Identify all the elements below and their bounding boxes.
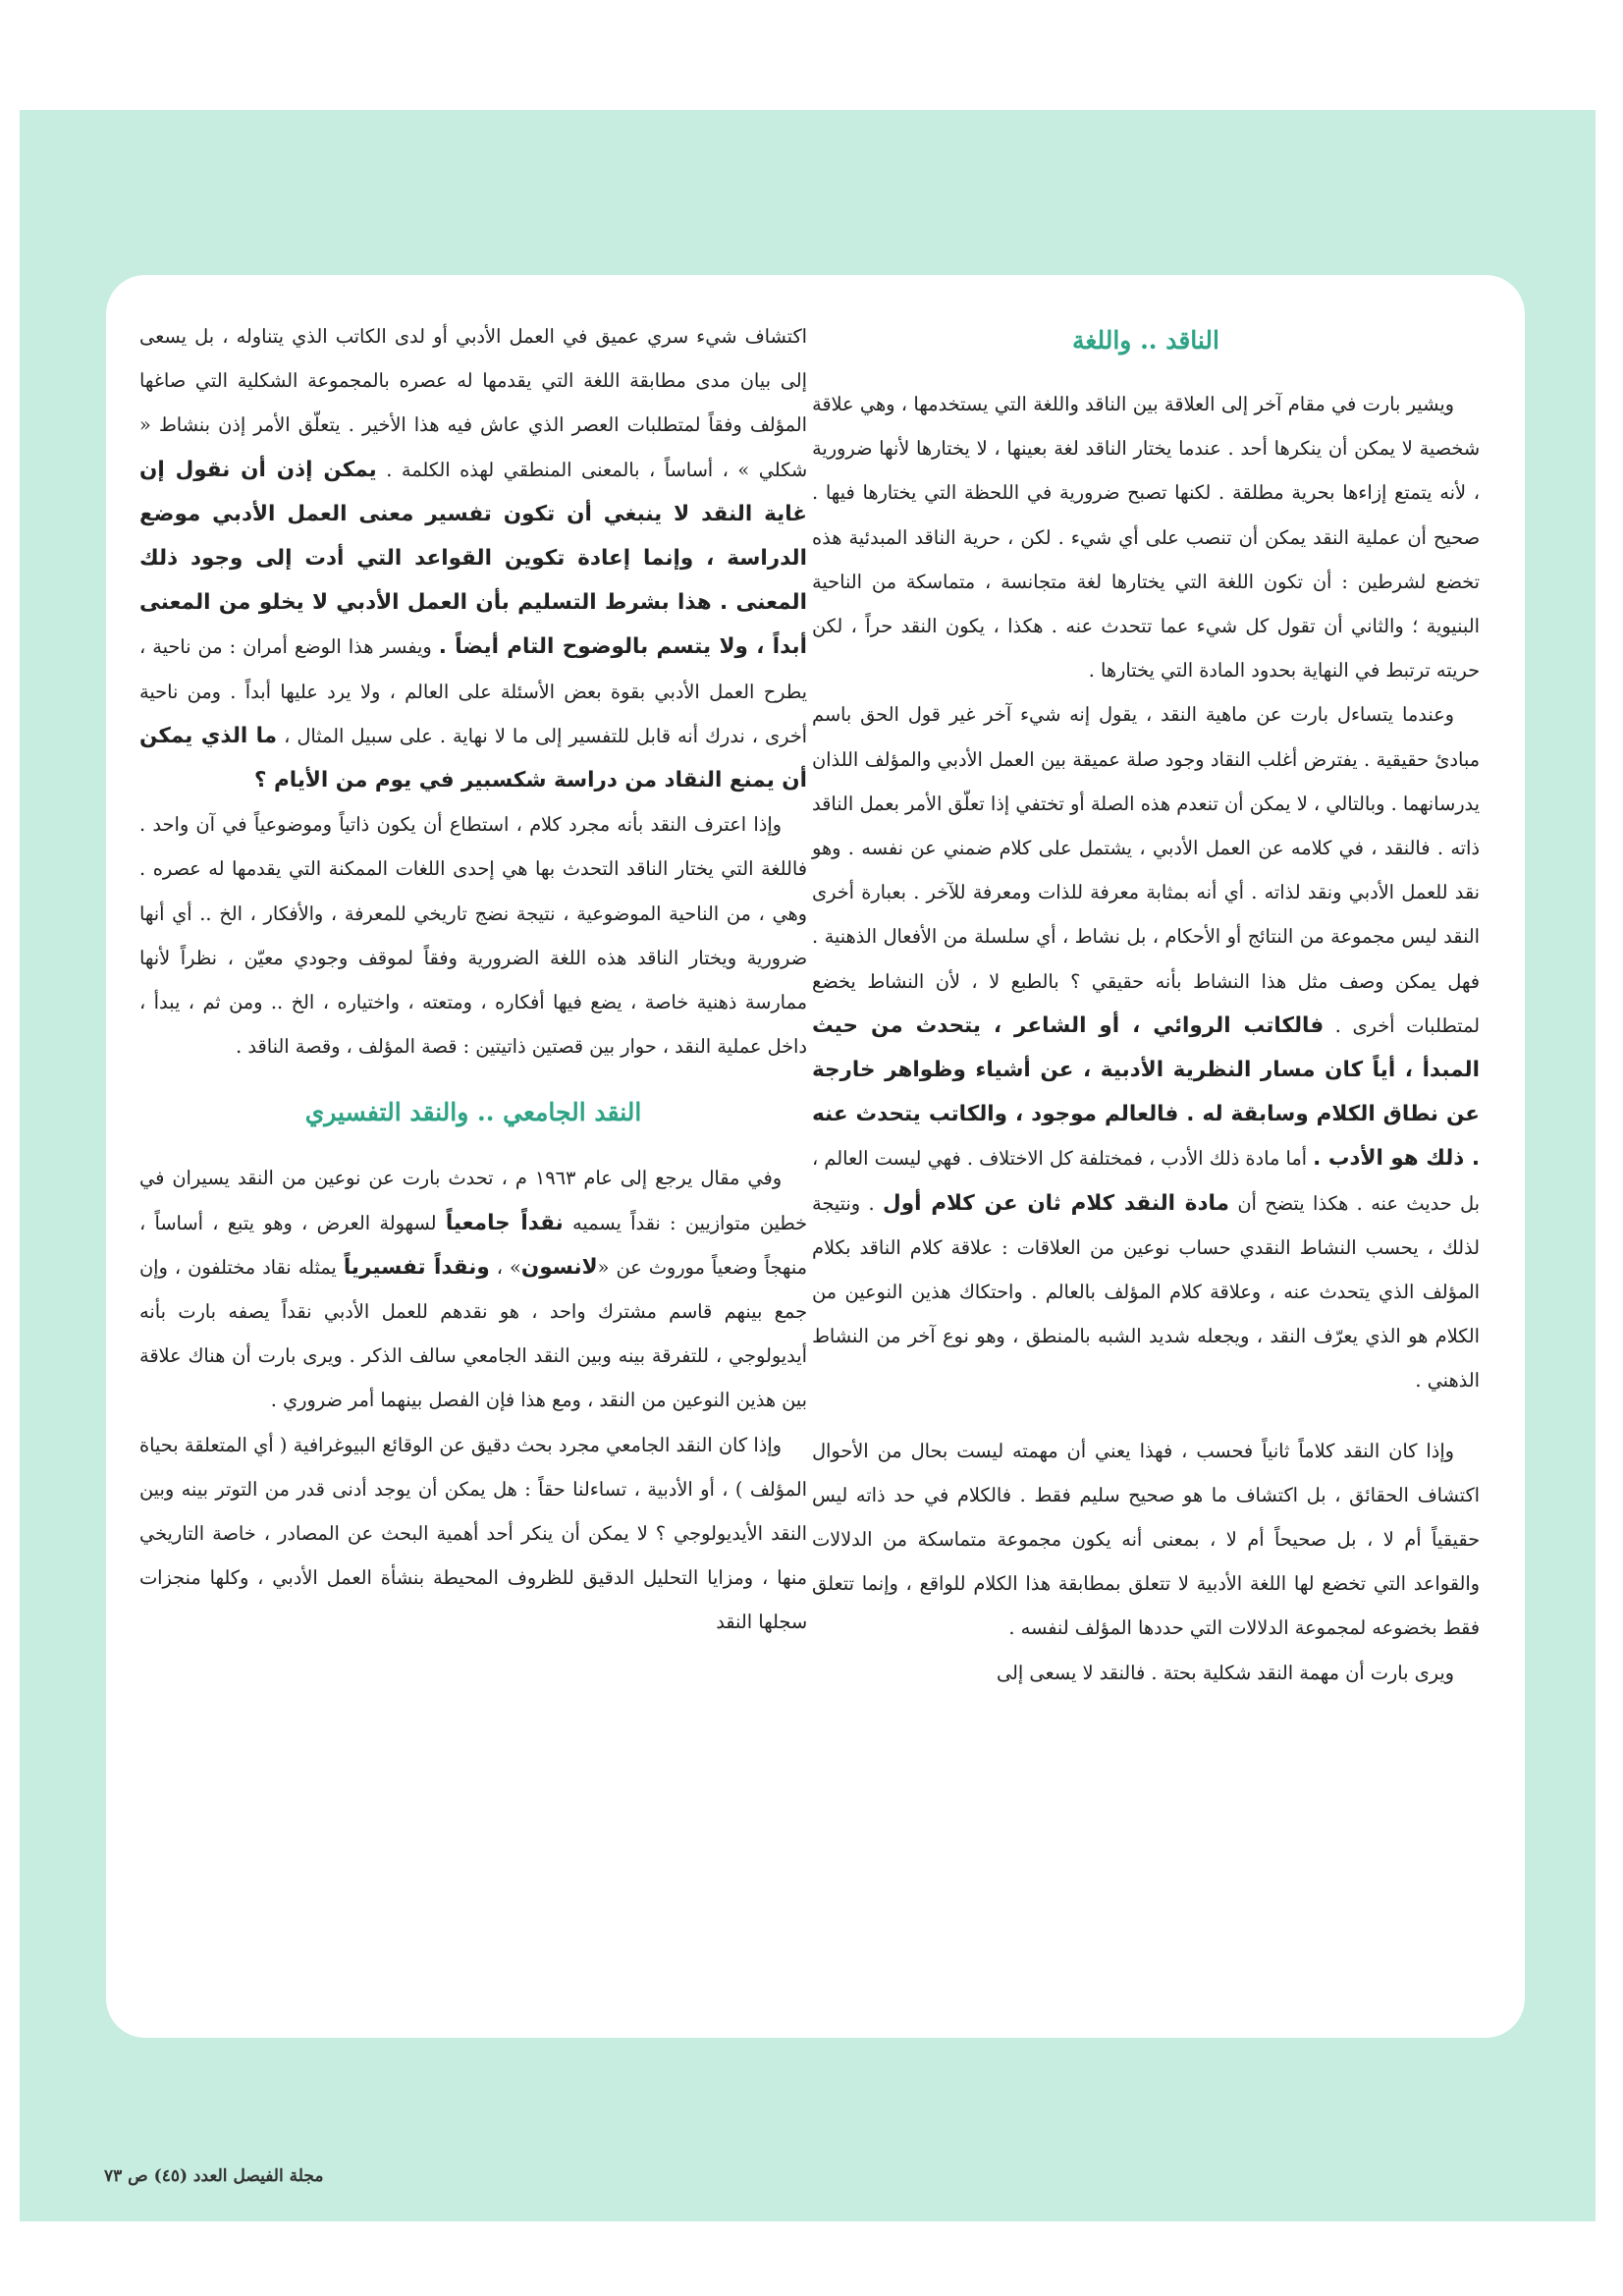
paragraph: [812, 692, 1480, 1402]
text-run: . ونتيجة لذلك ، يحسب النشاط النقدي حساب نوعين من العلاقات : علاقة كلام الناقد بكلام المؤلف الذي يتحدث عنه ، وعلاقة كلام المؤلف بالعالم . واحتكاك هذين النوعين من الكلام هو الذي يعرّف النقد ، ويجعله شديد الشبه بالمنطق ، وهو نوع آخر من النشاط الذهني .: [812, 1191, 1480, 1393]
section-heading-critic-language: الناقد .. واللغة: [1072, 326, 1219, 355]
text-run: اكتشاف شيء سري عميق في العمل الأدبي أو لدى الكاتب الذي يتناوله ، بل يسعى إلى بيان مدى مطابقة اللغة التي يقدمها له عصره بالمجموعة الشكلية التي صاغها المؤلف وفقاً لمتطلبات العصر الذي عاش فيه هذا الأخير . يتعلّق الأمر إذن بنشاط « شكلي » ، أساساً ، بالمعنى المنطقي لهذه الكلمة .: [139, 325, 807, 481]
paragraph: وإذا كان النقد الجامعي مجرد بحث دقيق عن الوقائع البيوغرافية ( أي المتعلقة بحياة المؤلف ) ، أو الأدبية ، تساءلنا حقاً : هل يمكن أن يوجد أدنى قدر من التوتر بينه وبين النقد الأيديولوجي ؟ لا يمكن أن ينكر أحد أهمية البحث عن المصادر ، خاصة التاريخي منها ، ومزايا التحليل الدقيق للظروف المحيطة بنشأة العمل الأدبي ، وكلها منجزات سجلها النقد: [139, 1433, 807, 1634]
left-column: [139, 314, 807, 1645]
right-column: [812, 314, 1480, 1695]
bold-text: ونقداً تفسيرياً: [343, 1254, 490, 1280]
text-run: يمثله نقاد مختلفون ، وإن جمع بينهم قاسم مشترك واحد ، هو نقدهم للعمل الأدبي نقداً يصفه بارت بأنه أيديولوجي ، للتفرقة بينه وبين النقد الجامعي سالف الذكر . ويرى بارت أن هناك علاقة بين هذين النوعين من النقد ، ومع هذا فإن الفصل بينهما أمر ضروري .: [139, 1255, 807, 1412]
text-run: لسهولة العرض ، وهو يتبع ، أساساً ، منهجاً وضعياً موروث عن «: [139, 1211, 807, 1279]
bold-text: فالكاتب الروائي ، أو الشاعر ، يتحدث من حيث المبدأ ، أياً كان مسار النظرية الأدبية ، عن أشياء وظواهر خارجة عن نطاق الكلام وسابقة له . فالعالم موجود ، والكاتب يتحدث عنه . ذلك هو الأدب .: [812, 1012, 1480, 1172]
bold-text: مادة النقد كلام ثان عن كلام أول: [883, 1190, 1229, 1216]
paragraph: وإذا اعترف النقد بأنه مجرد كلام ، استطاع أن يكون ذاتياً وموضوعياً في آن واحد . فاللغة التي يختار الناقد التحدث بها هي إحدى اللغات الممكنة التي يقدمها له عصره . وهي ، من الناحية الموضوعية ، نتيجة نضج تاريخي للمعرفة ، والأفكار ، الخ .. أي أنها ضرورية ويختار الناقد هذه اللغة الضرورية وفقاً لموقف وجودي معيّن ، نظراً لأنها ممارسة ذهنية خاصة ، يضع فيها أفكاره ، ومتعته ، واختياره ، الخ .. ومن ثم ، يبدأ ، داخل عملية النقد ، حوار بين قصتين ذاتيتين : قصة المؤلف ، وقصة الناقد .: [139, 813, 807, 1059]
section-heading-academic-criticism: النقد الجامعي .. والنقد التفسيري: [304, 1098, 642, 1127]
page-footer: مجلة الفيصل العدد (٤٥) ص ٧٣: [104, 2166, 324, 2186]
paragraph: ويرى بارت أن مهمة النقد شكلية بحتة . فالنقد لا يسعى إلى: [996, 1661, 1454, 1684]
bold-text: ما الذي يمكن أن يمنع النقاد من دراسة شكسبير في يوم من الأيام ؟: [139, 723, 807, 793]
bold-text: يمكن إذن أن نقول إن غاية النقد لا ينبغي أن تكون تفسير معنى العمل الأدبي موضع الدراسة ، وإنما إعادة تكوين القواعد التي أدت إلى وجود ذلك المعنى . هذا بشرط التسليم بأن العمل الأدبي لا يخلو من المعنى أبداً ، ولا يتسم بالوضوح التام أيضاً .: [139, 457, 807, 660]
text-run: » ،: [496, 1255, 521, 1279]
bold-text: لانسون: [520, 1254, 598, 1280]
text-run: وفي مقال يرجع إلى عام ١٩٦٣ م ، تحدث بارت عن نوعين من النقد يسيران في خطين متوازيين : نقداً يسميه: [139, 1167, 808, 1234]
article-card: [106, 275, 1525, 2038]
text-run: أما مادة ذلك الأدب ، فمختلفة كل الاختلاف . فهي ليست العالم ، بل حديث عنه . هكذا يتضح أن: [812, 1147, 1480, 1215]
paragraph: [139, 314, 807, 802]
text-run: وعندما يتساءل بارت عن ماهية النقد ، يقول إنه شيء آخر غير قول الحق باسم مبادئ حقيقية . يفترض أغلب النقاد وجود صلة عميقة بين العمل الأدبي والمؤلف اللذان يدرسانهما . وبالتالي ، لا يمكن أن تنعدم هذه الصلة أو تختفي إذا تعلّق الأمر بعمل الناقد ذاته . فالنقد ، في كلامه عن العمل الأدبي ، يشتمل على كلام ضمني عن نفسه . وهو نقد للعمل الأدبي ونقد لذاته . أي أنه بمثابة معرفة للذات ومعرفة للآخر . بعبارة أخرى النقد ليس مجموعة من النتائج أو الأحكام ، بل نشاط ، أي سلسلة من الأفعال الذهنية . فهل يمكن وصف مثل هذا النشاط بأنه حقيقي ؟ بالطبع لا ، لأن النشاط يخضع لمتطلبات أخرى .: [812, 703, 1480, 1037]
bold-text: نقداً جامعياً: [445, 1210, 564, 1235]
paragraph: [139, 1156, 807, 1422]
paragraph: وإذا كان النقد كلاماً ثانياً فحسب ، فهذا يعني أن مهمته ليست بحال من الأحوال اكتشاف الحقائق ، بل اكتشاف ما هو صحيح سليم فقط . فالكلام في حد ذاته ليس حقيقياً أم لا ، بل صحيحاً أم لا ، بمعنى أنه يكون مجموعة متماسكة من الدلالات والقواعد التي تخضع لها اللغة الأدبية لا تتعلق بمطابقة هذا الكلام للواقع ، وإنما تتعلق فقط بخضوعه لمجموعة الدلالات التي حددها المؤلف لنفسه .: [812, 1439, 1480, 1640]
paragraph: ويشير بارت في مقام آخر إلى العلاقة بين الناقد واللغة التي يستخدمها ، وهي علاقة شخصية لا يمكن أن ينكرها أحد . عندما يختار الناقد لغة بعينها ، لا يختارها لأنها ضرورية ، لأنه يتمتع إزاءها بحرية مطلقة . لكنها تصبح ضرورية في اللحظة التي يختارها فيها . صحيح أن عملية النقد يمكن أن تنصب على أي شيء . لكن ، حرية الناقد المبدئية هذه تخضع لشرطين : أن تكون اللغة التي يختارها لغة متجانسة ، متماسكة من الناحية البنيوية ؛ والثاني أن تقول كل شيء عما تتحدث عنه . هكذا ، يكون النقد حراً ، لكن حريته ترتبط في النهاية بحدود المادة التي يختارها .: [812, 393, 1480, 683]
text-run: ويفسر هذا الوضع أمران : من ناحية ، يطرح العمل الأدبي بقوة بعض الأسئلة على العالم ، ولا يرد عليها أبداً . ومن ناحية أخرى ، ندرك أنه قابل للتفسير إلى ما لا نهاية . على سبيل المثال ،: [139, 635, 807, 747]
